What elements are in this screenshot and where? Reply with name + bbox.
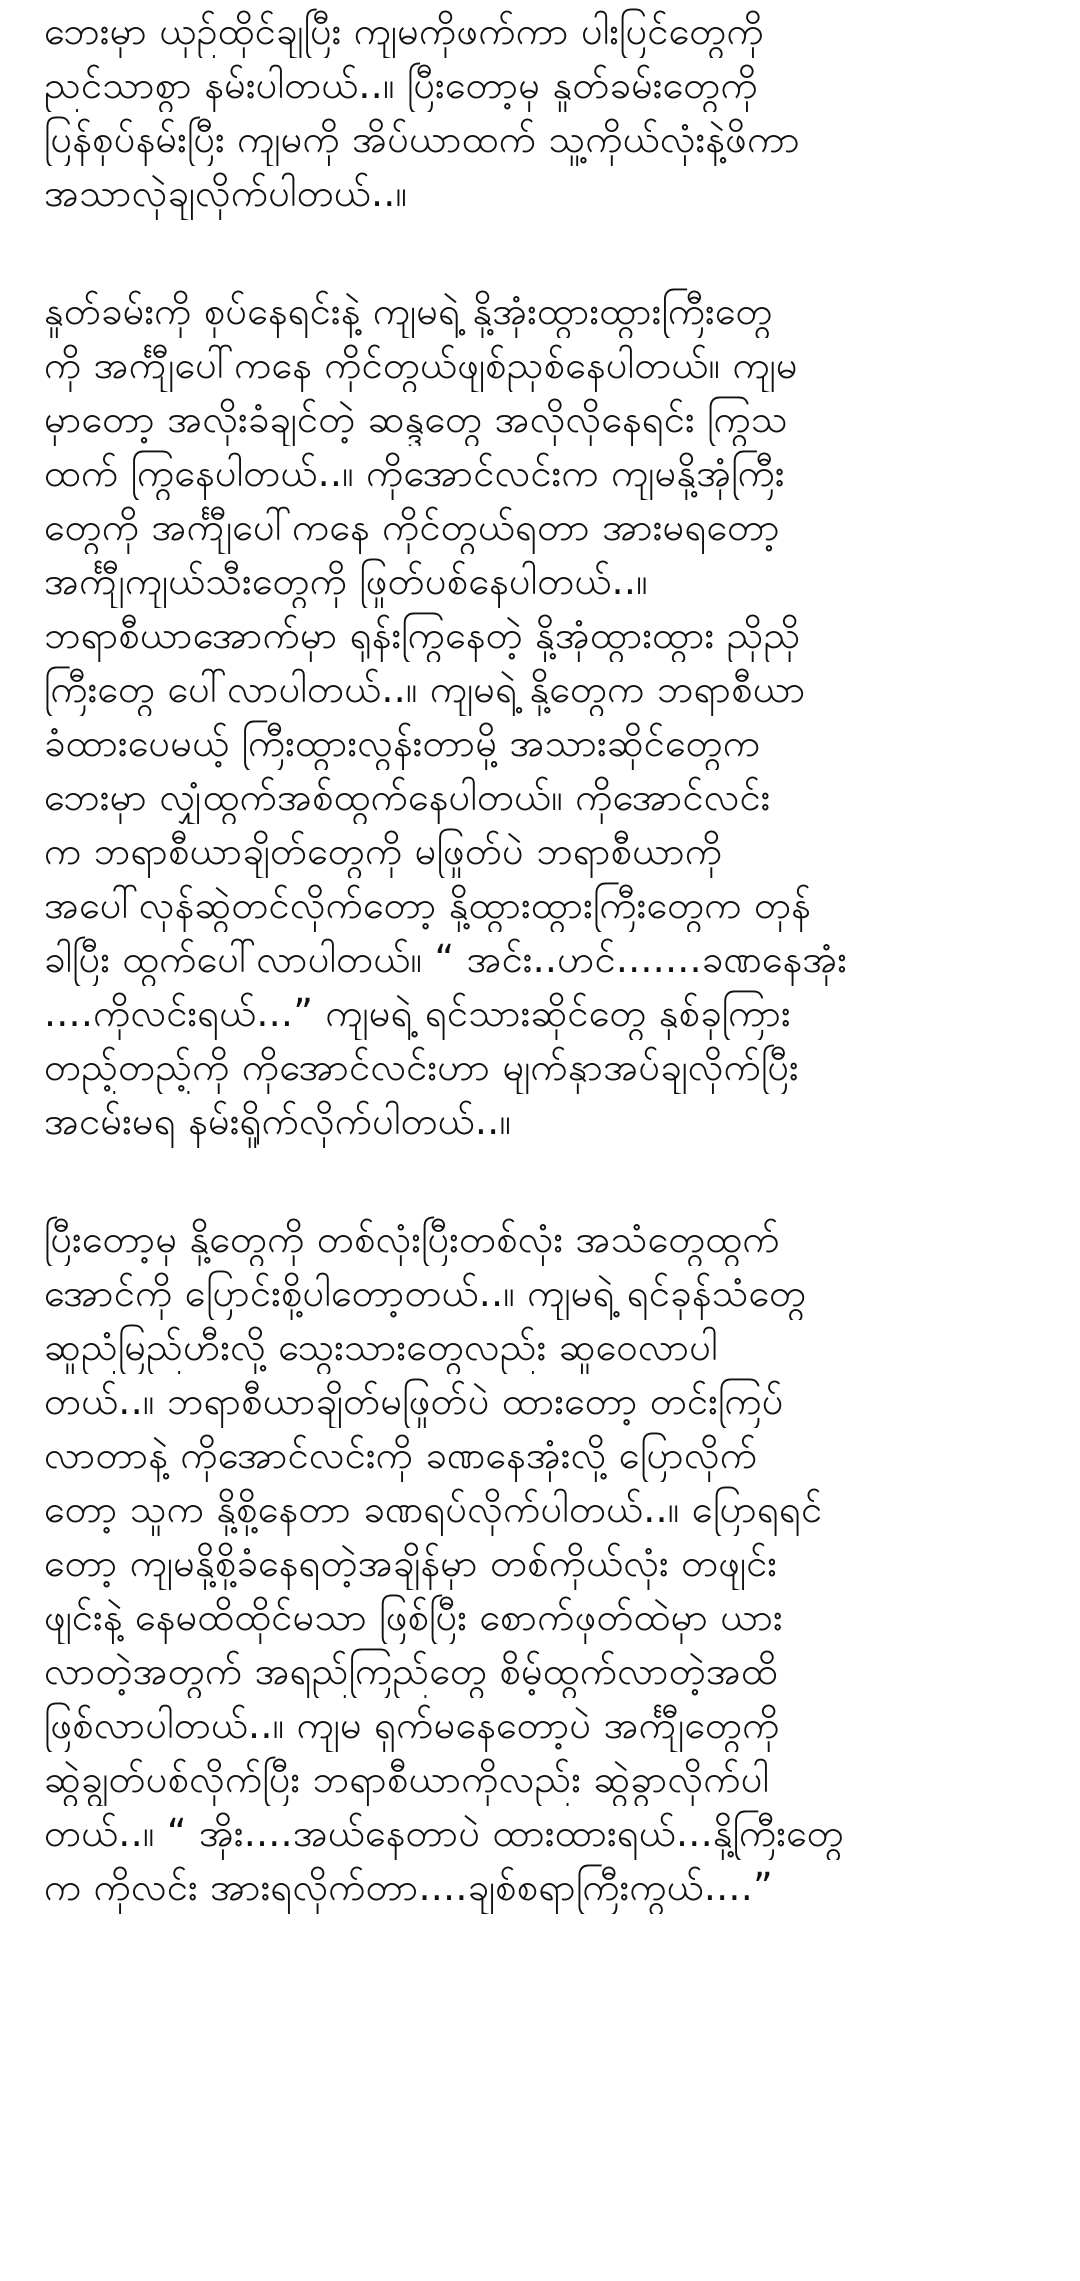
text-line: အသာလှဲချလိုက်ပါတယ်..။ [44, 171, 408, 215]
text-line: ကို အင်္ကျီပေါ်ကနေ ကိုင်တွယ်ဖျစ်ညှစ်နေပါတယ်။ ကျမ [44, 343, 798, 387]
text-line: တည့်တည့်ကို ကိုအောင်လင်းဟာ မျက်နှာအပ်ချလိုက်ပြီး [44, 1045, 799, 1089]
text-line: တယ်..။ ဘရာစီယာချိတ်မဖြုတ်ပဲ ထားတော့ တင်းကြပ် [44, 1379, 784, 1423]
text-line: ဆွဲချွတ်ပစ်လိုက်ပြီး ဘရာစီယာကိုလည်း ဆွဲခွာလိုက်ပါ [44, 1757, 770, 1801]
text-line: မှာတော့ အလိုးခံချင်တဲ့ ဆန္ဒတွေ အလိုလိုနေရင်း ကြွသ [44, 397, 788, 441]
text-line: ဘရာစီယာအောက်မှာ ရုန်းကြွနေတဲ့ နို့အုံထွားထွား ညိုညို [44, 613, 801, 657]
text-line: လာတဲ့အတွက် အရည်ကြည်တွေ စိမ့်ထွက်လာတဲ့အထိ [44, 1649, 778, 1693]
text-line: ပြီးတော့မှ နို့တွေကို တစ်လုံးပြီးတစ်လုံး အသံတွေထွက် [44, 1217, 780, 1261]
text-line: ဖျင်းနဲ့ နေမထိထိုင်မသာ ဖြစ်ပြီး စောက်ဖုတ်ထဲမှာ ယား [44, 1595, 783, 1639]
text-line: ....ကိုလင်းရယ်...” ကျမရဲ့ ရင်သားဆိုင်တွေ နှစ်ခုကြား [44, 991, 791, 1035]
text-line: ထက် ကြွနေပါတယ်..။ ကိုအောင်လင်းက ကျမနို့အုံကြီး [44, 451, 785, 495]
article-body [44, 0, 1044, 1978]
text-line: ဘေးမှာ လျှံထွက်အစ်ထွက်နေပါတယ်။ ကိုအောင်လင်း [44, 775, 771, 819]
text-line: ကြီးတွေ ပေါ်လာပါတယ်..။ ကျမရဲ့ နို့တွေက ဘရာစီယာ [44, 667, 806, 711]
text-line: တွေကို အင်္ကျီပေါ်ကနေ ကိုင်တွယ်ရတာ အားမရတော့ [44, 505, 780, 549]
text-line: ဘေးမှာ ယှဉ်ထိုင်ချပြီး ကျမကိုဖက်ကာ ပါးပြင်တွေကို [44, 9, 764, 53]
text-line: အောင်ကို ပြောင်းစို့ပါတော့တယ်..။ ကျမရဲ့ ရင်ခုန်သံတွေ [44, 1271, 807, 1315]
text-line: နှုတ်ခမ်းကို စုပ်နေရင်းနဲ့ ကျမရဲ့ နို့အုံးထွားထွားကြီးတွေ [44, 289, 773, 333]
paragraph-2 [44, 284, 1044, 1148]
text-line: ခါပြီး ထွက်ပေါ်လာပါတယ်။ “ အင်း..ဟင်.......ခဏနေအုံး [44, 937, 848, 981]
text-line: ပြန်စုပ်နမ်းပြီး ကျမကို အိပ်ယာထက် သူ့ကိုယ်လုံးနဲ့ဖိကာ [44, 117, 801, 161]
paragraph-1 [44, 0, 1044, 220]
text-line: ညင်သာစွာ နမ်းပါတယ်..။ ပြီးတော့မှ နှုတ်ခမ်းတွေကို [44, 63, 758, 107]
text-line: က ဘရာစီယာချိတ်တွေကို မဖြုတ်ပဲ ဘရာစီယာကို [44, 829, 723, 873]
text-line: တော့ ကျမနို့စို့ခံနေရတဲ့အချိန်မှာ တစ်ကိုယ်လုံး တဖျင်း [44, 1541, 778, 1585]
paragraph-3 [44, 1212, 1044, 1914]
text-line: က ကိုလင်း အားရလိုက်တာ....ချစ်စရာကြီးကွယ်....” [44, 1865, 773, 1909]
text-line: လာတာနဲ့ ကိုအောင်လင်းကို ခဏနေအုံးလို့ ပြောလိုက် [44, 1433, 758, 1477]
text-line: အငမ်းမရ နမ်းရှိုက်လိုက်ပါတယ်..။ [44, 1099, 512, 1143]
text-line: တော့ သူက နို့စို့နေတာ ခဏရပ်လိုက်ပါတယ်..။ ပြောရရင် [44, 1487, 823, 1531]
text-line: တယ်..။ “ အိုး....အယ်နေတာပဲ ထားထားရယ်...နို့ကြီးတွေ [44, 1811, 844, 1855]
text-line: ဖြစ်လာပါတယ်..။ ကျမ ရှက်မနေတော့ပဲ အင်္ကျီတွေကို [44, 1703, 780, 1747]
text-line: ခံထားပေမယ့် ကြီးထွားလွန်းတာမို့ အသားဆိုင်တွေက [44, 721, 761, 765]
text-line: ဆူညံမြည်ဟီးလို့ သွေးသားတွေလည်း ဆူဝေလာပါ [44, 1325, 718, 1369]
text-line: အပေါ်လှန်ဆွဲတင်လိုက်တော့ နို့ထွားထွားကြီးတွေက တုန် [44, 883, 812, 927]
text-line: အင်္ကျီကျယ်သီးတွေကို ဖြုတ်ပစ်နေပါတယ်..။ [44, 559, 648, 603]
